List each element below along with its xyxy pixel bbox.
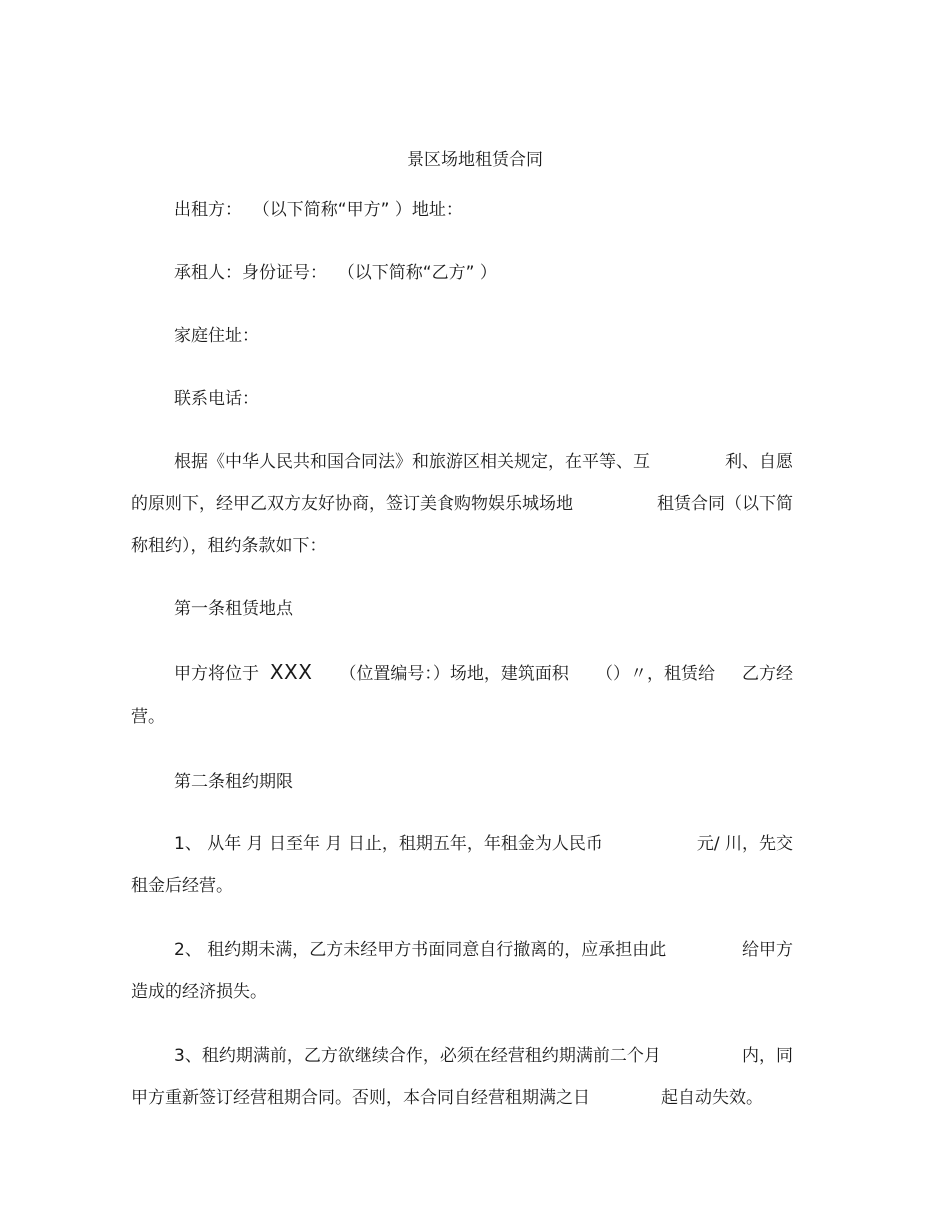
article-2-item-3-line-2-part-a: 甲方重新签订经营租期合同。否则，本合同自经营租期满之日 bbox=[131, 1088, 590, 1108]
article-2-item-1-line-1 bbox=[174, 832, 793, 856]
article-1-line-1 bbox=[174, 660, 793, 686]
document-title: 景区场地租赁合同 bbox=[407, 150, 543, 170]
article-1-part-c: （）〃，租赁给 bbox=[595, 664, 715, 684]
phone-line: 联系电话： bbox=[174, 389, 259, 409]
home-address-line: 家庭住址： bbox=[174, 326, 259, 346]
article-2-item-3-part-a: 3、租约期满前，乙方欲继续合作，必须在经营租约期满前二个月 bbox=[174, 1046, 661, 1066]
preamble-line-3: 称租约），租约条款如下： bbox=[131, 536, 327, 556]
article-2-item-2-part-a: 2、 租约期未满，乙方未经甲方书面同意自行撤离的，应承担由此 bbox=[174, 940, 667, 960]
article-2-item-1-part-a: 1、 从年 月 日至年 月 日止，租期五年，年租金为人民币 bbox=[174, 834, 603, 854]
preamble-line-2-part-b: 租赁合同（以下简 bbox=[657, 494, 793, 514]
article-1-part-b: （位置编号：）场地，建筑面积 bbox=[339, 664, 569, 684]
preamble-line-2 bbox=[131, 492, 793, 516]
article-2-heading: 第二条租约期限 bbox=[174, 772, 293, 792]
article-2-item-3-line-2 bbox=[131, 1086, 763, 1110]
article-2-item-2-line-2: 造成的经济损失。 bbox=[131, 982, 267, 1002]
preamble-line-2-part-a: 的原则下，经甲乙双方友好协商，签订美食购物娱乐城场地 bbox=[131, 494, 573, 514]
preamble-line-1-part-a: 根据《中华人民共和国合同法》和旅游区相关规定，在平等、互 bbox=[174, 452, 650, 472]
article-1-part-d: 乙方经 bbox=[741, 664, 793, 684]
article-2-item-3-part-b: 内，同 bbox=[742, 1046, 793, 1066]
article-2-item-1-line-2: 租金后经营。 bbox=[131, 876, 233, 896]
article-2-item-3-line-1 bbox=[174, 1044, 793, 1068]
article-2-item-2-part-b: 给甲方 bbox=[742, 940, 793, 960]
article-1-line-2: 营。 bbox=[131, 707, 165, 727]
article-2-item-2-line-1 bbox=[174, 938, 793, 962]
article-1-part-a: 甲方将位于 XXX bbox=[174, 660, 313, 684]
lessor-line: 出租方： （以下简称“甲方” ）地址： bbox=[174, 200, 463, 220]
preamble-line-1 bbox=[174, 450, 793, 474]
article-2-item-1-part-b: 元/ 川，先交 bbox=[696, 834, 793, 854]
location-placeholder: XXX bbox=[269, 660, 313, 684]
lessee-line: 承租人：身份证号： （以下简称“乙方” ） bbox=[174, 263, 497, 283]
preamble-line-1-part-b: 利、自愿 bbox=[725, 452, 793, 472]
article-1-heading: 第一条租赁地点 bbox=[174, 599, 293, 619]
article-2-item-3-line-2-part-b: 起自动失效。 bbox=[661, 1088, 763, 1108]
